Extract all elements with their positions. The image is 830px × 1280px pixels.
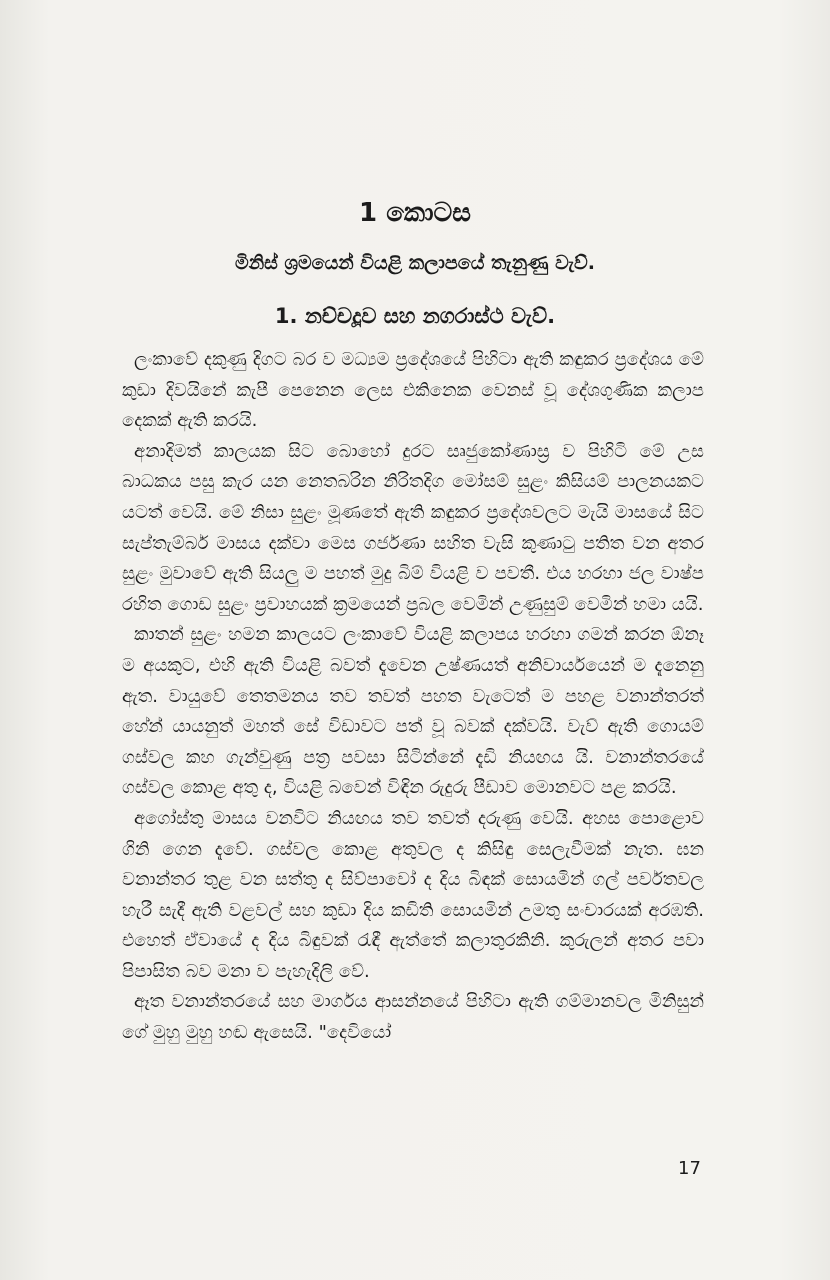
part-title: 1 කොටස: [359, 198, 471, 228]
body-text: [122, 345, 704, 1049]
chapter-subtitle: මිනිස් ශ්‍රමයෙන් වියළි කලාපයේ තැනුණු වැව්.: [235, 252, 595, 274]
section-title: 1. නච්චදූව සහ නගරාස්ථ වැව්.: [274, 304, 556, 328]
paragraph: කාතන් සුළං හමන කාලයට ලංකාවේ වියළි කලාපය හරහා ගමන් කරන ඕනෑ ම අයකුට, එහි ඇති වියළි බවත් දැවෙන උෂ්ණයත් අනිවාර්යයෙන් ම දැනෙනු ඇත. වායුවේ තෙතමනය තව තවත් පහත වැටෙත් ම පහළ වනාන්තරත් හේන් යායනුත් මහත් සේ විඩාවට පත් වූ බවක් දක්වයි. වැව් ඇති ගොයම් ගස්වල කහ ගැන්වුණු පත්‍ර පවසා සිටින්නේ දැඩි නියඟය යි. වනාන්තරයේ ගස්වල කොළ අතු ද, වියළි බවෙන් විඳින රුදුරු පීඩාව මොනවට පළ කරයි.: [122, 624, 704, 799]
paragraph: අගෝස්තු මාසය වනවිට නියඟය තව තවත් දරුණු වෙයි. අහස පොළොව ගිනි ගෙන දැවේ. ගස්වල කොළ අතුවල ද කිසිඳු සෙලැවීමක් නැත. ඝන වනාන්තර තුළ වන සත්තු ද සිව්පාවෝ ද දිය බිඳක් සොයමින් ගල් පර්වතවල හැරී සැදී ඇති වළවල් සහ කුඩා දිය කඩිති සොයමින් උමතු සංචාරයක් අරඹති. එහෙත් ඒවායේ ද දිය බිඳුවක් රැඳී ඇත්තේ කලාතුරකිනි. කුරුලන් අතර පවා පිපාසිත බව මනා ව පැහැදිලි වේ.: [122, 807, 704, 982]
paragraph: ලංකාවේ දකුණු දිගට බර ව මධ්‍යම ප්‍රදේශයේ පිහිටා ඇති කඳුකර ප්‍රදේශය මේ කුඩා දිවයිනේ කැපී පෙනෙන ලෙස එකිනෙක වෙනස් වූ දේශගුණික කලාප දෙකක් ඇති කරයි.: [122, 349, 704, 432]
paragraph: ඈත වනාන්තරයේ සහ මාර්ගය ආසන්නයේ පිහිටා ඇති ගම්මානවල මිනිසුන් ගේ මුහු මුහු හඬ ඇසෙයි. "දෙවියෝ: [122, 991, 704, 1044]
paragraph: අනාදිමත් කාලයක සිට බොහෝ දුරට සෘජුකෝණාස්‍ර ව පිහිටි මේ උස බාධකය පසු කැර යන නෙතබරින නිරිතදිග මෝසම් සුළං කිසියම් පාලනයකට යටත් වෙයි. මේ නිසා සුළං මූණතේ ඇති කඳුකර ප්‍රදේශවලට මැයි මාසයේ සිට සැප්තැම්බර් මාසය දක්වා මෙස ගර්ජණා සහිත වැසි කුණාටු පතිත වන අතර සුළං මුවාවේ ඇති සියලු ම පහත් මුදු බිම් වියළි ව පවතී. එය හරහා ජල වාෂ්ප රහිත ගොඩ සුළං ප්‍රවාහයක් ක්‍රමයෙන් ප්‍රබල වෙමින් උණුසුම් වෙමින් හමා යයි.: [122, 440, 704, 615]
page-number: 17: [678, 1158, 701, 1179]
